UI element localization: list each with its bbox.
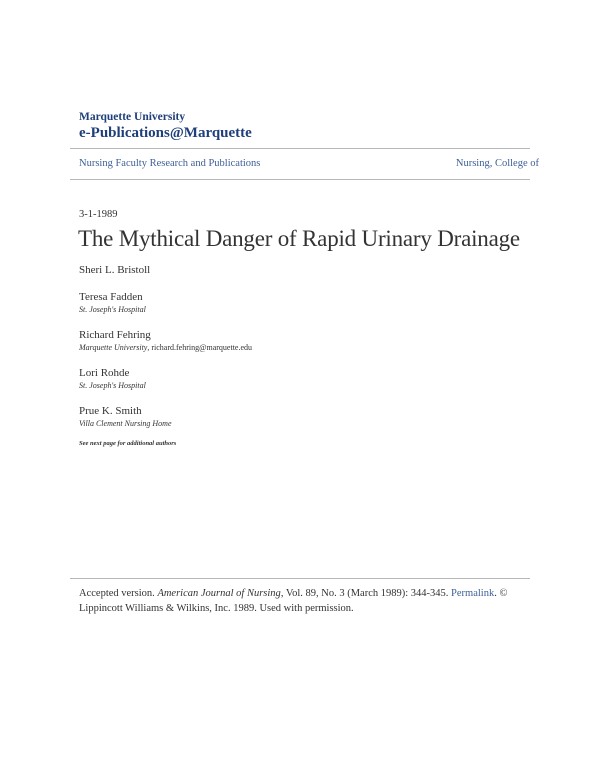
- citation-details: , Vol. 89, No. 3 (March 1989): 344-345.: [280, 588, 452, 599]
- author-entry: [79, 367, 519, 391]
- divider-bottom: [70, 179, 530, 180]
- journal-name: American Journal of Nursing: [157, 588, 281, 599]
- author-email[interactable]: , richard.fehring@marquette.edu: [147, 343, 253, 352]
- author-affiliation-line: [79, 342, 519, 353]
- publication-date: 3-1-1989: [79, 209, 118, 220]
- author-name: Teresa Fadden: [79, 291, 143, 303]
- author-entry: [79, 405, 519, 429]
- citation-suffix: . © Lippincott Williams & Wilkins, Inc. 1989. Used with permission.: [79, 588, 508, 614]
- author-name: Richard Fehring: [79, 329, 151, 341]
- author-name: Prue K. Smith: [79, 405, 142, 417]
- divider-citation: [70, 578, 530, 579]
- institution-header: [79, 110, 252, 142]
- divider-top: [70, 148, 530, 149]
- repository-name[interactable]: e-Publications@Marquette: [79, 125, 252, 141]
- author-entry: [79, 291, 519, 315]
- college-link[interactable]: Nursing, College of: [455, 158, 539, 169]
- collection-link[interactable]: Nursing Faculty Research and Publications: [79, 158, 261, 169]
- author-affiliation: Marquette University: [79, 343, 148, 352]
- author-entry: [79, 329, 519, 353]
- author-entry: [79, 264, 519, 277]
- author-list: [79, 264, 519, 443]
- document-title: The Mythical Danger of Rapid Urinary Drainage: [78, 226, 520, 251]
- university-name[interactable]: Marquette University: [79, 111, 186, 123]
- author-affiliation: Villa Clement Nursing Home: [79, 419, 172, 428]
- author-affiliation: St. Joseph's Hospital: [79, 305, 146, 314]
- author-name: Sheri L. Bristoll: [79, 264, 151, 276]
- author-name: Lori Rohde: [79, 367, 130, 379]
- permalink-link[interactable]: Permalink: [451, 588, 495, 599]
- author-affiliation: St. Joseph's Hospital: [79, 381, 146, 390]
- citation-prefix: Accepted version.: [79, 588, 158, 599]
- citation-text: [79, 586, 529, 616]
- additional-authors-note: See next page for additional authors: [79, 440, 177, 447]
